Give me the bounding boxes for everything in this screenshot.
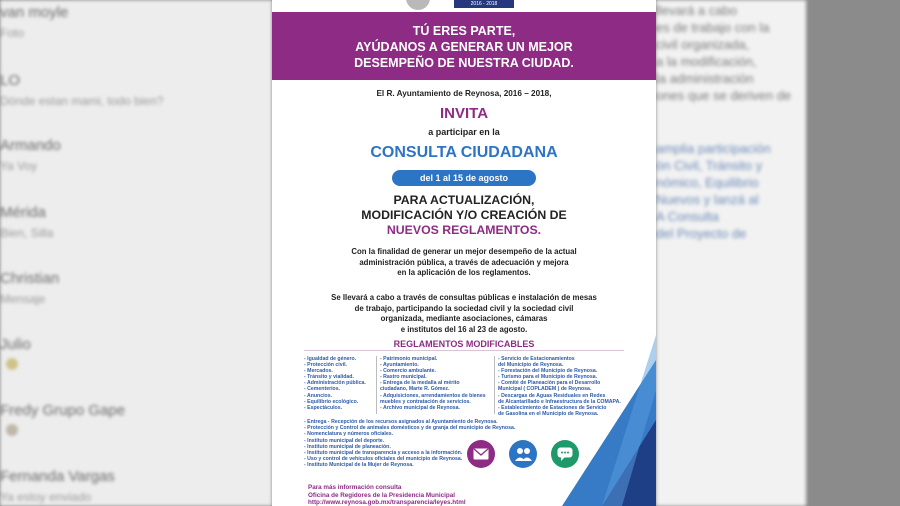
purpose-heading	[272, 193, 656, 238]
consulta-poster-image[interactable]	[272, 0, 656, 506]
consulta-heading: CONSULTA CIUDADANA	[370, 144, 558, 161]
reglamentos-column-1: - Igualdad de género. - Protección civil. - Mercados. - Tránsito y vialidad. - Administración pública. - Cementerios. - Anuncios. - Equilibrio ecológico. - Espectáculos.	[304, 356, 366, 411]
chat-preview: Mensaje	[0, 292, 46, 306]
chat-preview: Ya estoy enviado	[0, 490, 92, 504]
divider	[304, 350, 624, 351]
participar-text: a participar en la	[428, 127, 500, 137]
period-badge: 2016 - 2018	[454, 0, 514, 8]
column-divider	[494, 356, 495, 414]
invita-heading: INVITA	[439, 105, 489, 122]
message-text-block: llevará a cabo es de trabajo con la civil organizada, a la modificación, la administración ones que se deriven de	[656, 3, 792, 103]
chat-bubble-icon	[551, 440, 579, 468]
purpose-line: PARA ACTUALIZACIÓN,	[393, 193, 535, 207]
message-text-block: amplia participación ón Civil, Tránsito y nómico, Equilibrio Nuevos y lanzá al A Consulta del Proyecto de	[656, 141, 771, 241]
reglamentos-column-2: - Patrimonio municipal. - Ayuntamiento. - Comercio ambulante. - Rastro municipal. - Entrega de la medalla al mérito ciudadano, Marte R. Gómez. - Adquisiciones, arrendamientos de bienes muebles y contratación de servicios. - Archivo municipal de Reynosa.	[380, 356, 486, 411]
thumb-icon	[6, 424, 18, 436]
emoji-icon	[6, 358, 18, 370]
users-icon	[509, 440, 537, 468]
chat-name: Christian	[0, 270, 60, 287]
banner-line: TÚ ERES PARTE,	[412, 24, 516, 38]
info-line: Para más información consulta	[308, 484, 402, 491]
purpose-line: MODIFICACIÓN Y/O CREACIÓN DE	[361, 208, 567, 222]
chat-preview: Dónde estan mami, todo bien?	[0, 94, 164, 108]
message-bubble	[656, 0, 806, 506]
chat-preview: Ya Voy	[0, 159, 38, 173]
chat-preview: Bien, Silla	[0, 226, 54, 240]
purpose-highlight: NUEVOS REGLAMENTOS.	[386, 223, 542, 237]
more-info-block	[308, 484, 466, 506]
intro-text: El R. Ayuntamiento de Reynosa, 2016 – 2018,	[376, 89, 552, 98]
chat-name: Fernanda Vargas	[0, 468, 115, 485]
reglamentos-list-2: - Entrega - Recepción de los recursos asignados al Ayuntamiento de Reynosa. - Protección y Control de animales domésticos y de granja del municipio de Reynosa. - Nomenclatura y números oficiales. - Instituto municipal del deporte. - Instituto municipal de planeación. - Instituto municipal de transparencia y acceso a la información. - Uso y control de vehículos oficiales del municipio de Reynosa. - Instituto Municipal de la Mujer de Reynosa.	[304, 419, 516, 469]
chat-name: van moyle	[0, 4, 69, 21]
info-url[interactable]: http://www.reynosa.gob.mx/transparencia/leyes.html	[308, 499, 466, 506]
chat-name: Fredy Grupo Gape	[0, 402, 126, 419]
chat-preview: Foto	[0, 26, 25, 40]
chat-name: Julio	[0, 336, 31, 353]
method-paragraph: Se llevará a cabo a través de consultas públicas e instalación de mesas de trabajo, participando la sociedad civil y la sociedad civil organizada, mediante asociaciones, cámaras e institutos del 16 al 23 de agosto.	[331, 293, 597, 334]
chat-name: LO	[0, 72, 21, 89]
banner-line: AYÚDANOS A GENERAR UN MEJOR	[355, 40, 573, 54]
reglamentos-column-3: - Servicio de Estacionamientos del Municipio de Reynosa. - Forestación del Municipio de Reynosa. - Turismo para el Municipio de Reynosa. - Comité de Planeación para el Desarrollo Municipal ( COPLADEM ) de Reynosa. - Descargas de Aguas Residuales en Redes de Alcantarillado e Infraestructura de la COMAPA. - Establecimiento de Estaciones de Servicio de Gasolina en el Municipio de Reynosa.	[498, 356, 621, 417]
poster-banner	[272, 12, 656, 80]
dates-badge: del 1 al 15 de agosto	[392, 170, 536, 186]
chat-name: Mérida	[0, 204, 46, 221]
reglamentos-title: REGLAMENTOS MODIFICABLES	[393, 339, 535, 349]
banner-line: DESEMPEÑO DE NUESTRA CIUDAD.	[354, 56, 574, 70]
chat-name: Armando	[0, 137, 61, 154]
background-chat-list	[0, 0, 272, 506]
mail-icon	[467, 440, 495, 468]
background-message-panel	[656, 0, 900, 506]
column-divider	[376, 356, 377, 414]
purpose-paragraph: Con la finalidad de generar un mejor desempeño de la actual administración pública, a través de adecuación y mejora en la aplicación de los reglamentos.	[351, 247, 577, 277]
info-line: Oficina de Regidores de la Presidencia Municipal	[308, 491, 455, 499]
